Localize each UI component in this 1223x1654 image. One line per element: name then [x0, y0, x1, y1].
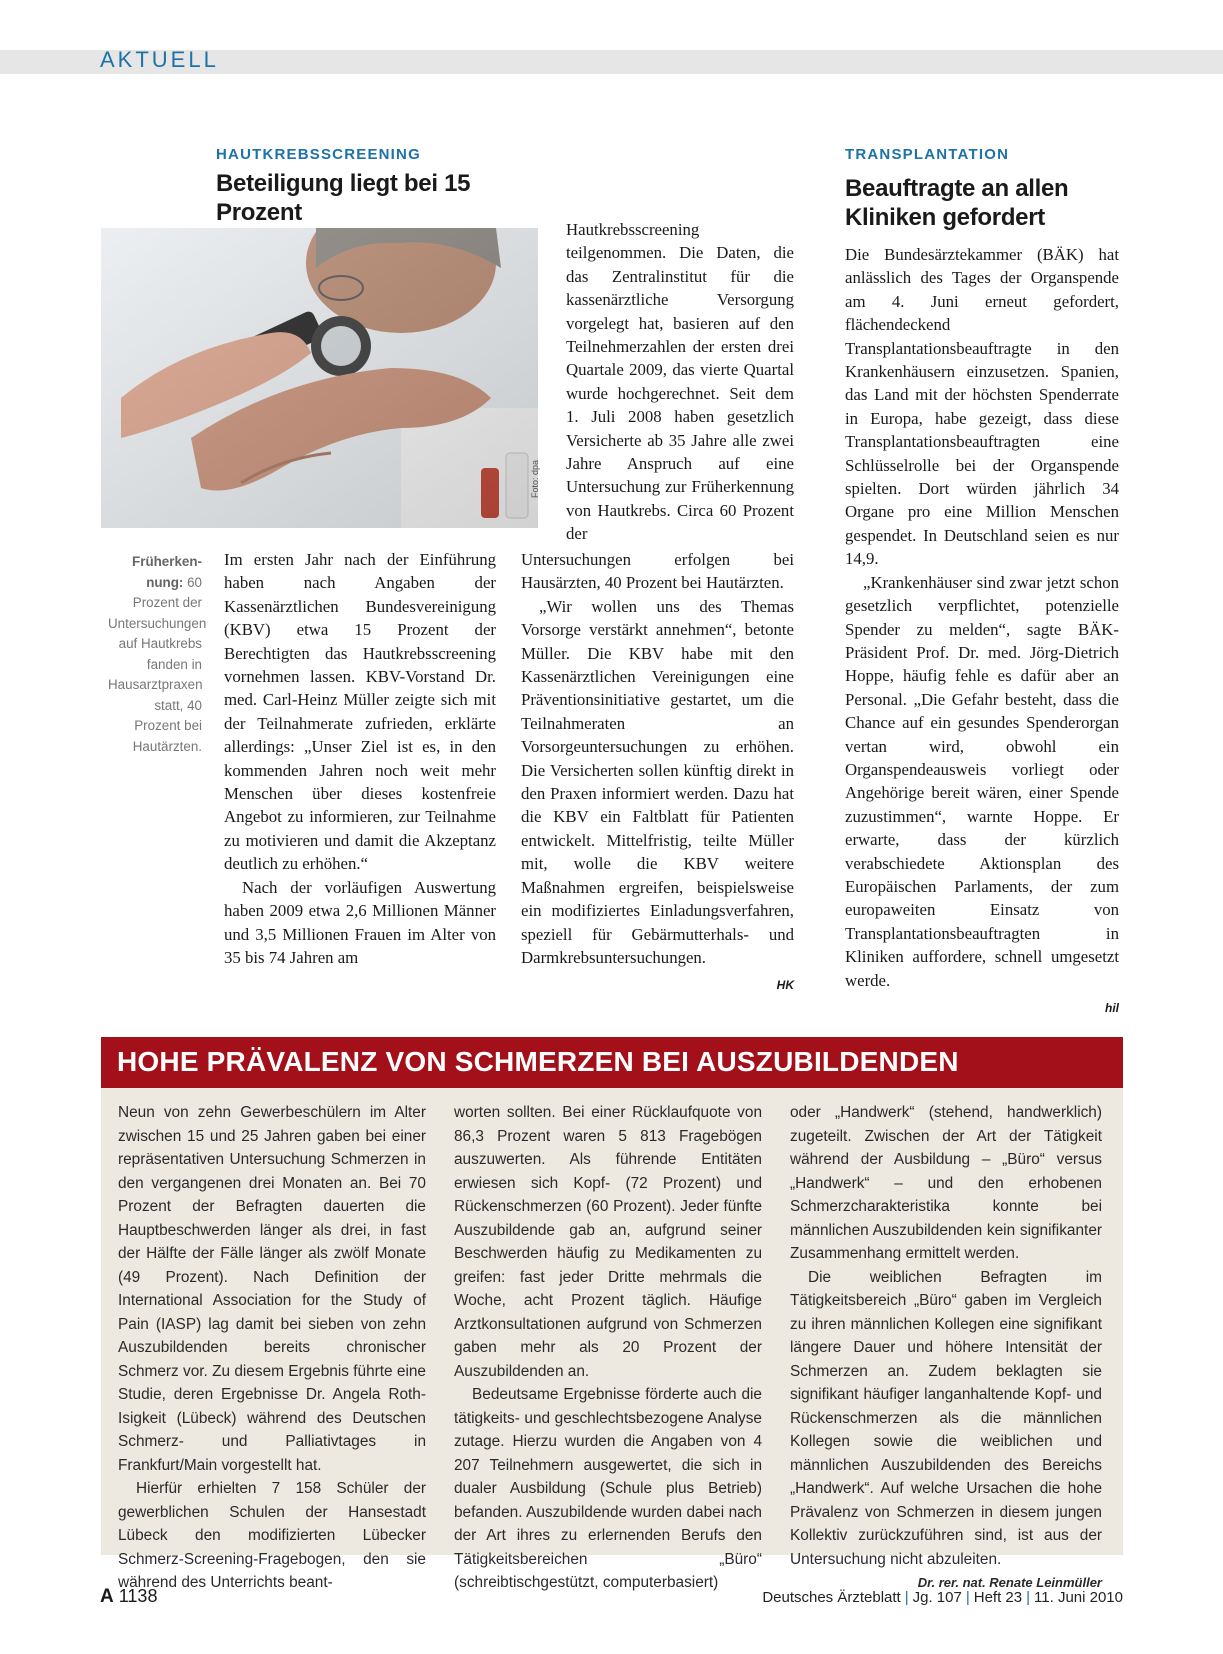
box-column-2	[454, 1101, 762, 1595]
paragraph: Die weiblichen Befragten im Tätigkeitsbereich „Büro“ gaben im Vergleich zu ihren männlichen Kollegen eine signifikant längere Dauer und höhere Intensität der Schmerzen an. Zudem beklagten sie signifikant häufiger langanhaltende Kopf- und Rückenschmerzen als die männlichen Kollegen sowie die weiblichen und männlichen Auszubildenden des Bereichs „Handwerk“. Auf welche Ursachen die hohe Prävalenz von Schmerzen in diesem jungen Kollektiv zurückzuführen sind, ist aus der Untersuchung nicht abzuleiten.	[790, 1268, 1102, 1568]
journal-info	[762, 1589, 1123, 1606]
separator: |	[965, 1589, 970, 1606]
article1-column-2-top	[566, 218, 794, 546]
caption-lead: Früherken-nung:	[132, 554, 202, 590]
info-box-title: HOHE PRÄVALENZ VON SCHMERZEN BEI AUSZUBILDENDEN	[117, 1046, 959, 1077]
journal-name: Deutsches Ärzteblatt	[762, 1589, 901, 1606]
paragraph: Nach der vorläufigen Auswertung haben 2009 etwa 2,6 Millionen Männer und 3,5 Millionen Frauen im Alter von 35 bis 74 Jahren am	[224, 877, 496, 967]
article2-author: hil	[1105, 1001, 1119, 1015]
dermatoscope-exam-illustration	[101, 228, 538, 528]
paragraph: Bedeutsame Ergebnisse förderte auch die tätigkeits- und geschlechtsbezogene Analyse zutage. Hierzu wurden die Angaben von 4 207 Teilnehmern ausgewertet, die sich in dualer Ausbildung (Schule plus Betrieb) befanden. Auszubildende wurden dabei nach der Art ihres zu erlernenden Berufs den Tätigkeitsbereichen „Büro“ (schreibtischgestützt, computerbasiert)	[454, 1386, 762, 1591]
page-number-value: 1138	[118, 1586, 158, 1606]
journal-volume: Jg. 107	[912, 1589, 962, 1606]
paragraph: „Krankenhäuser sind zwar jetzt schon gesetzlich verpflichtet, potenzielle Spender zu melden“, sagte BÄK-Präsident Prof. Dr. med. Jörg-Dietrich Hoppe, häufig fehle es dafür aber an Personal. „Die Gefahr besteht, dass die Chance auf ein gesundes Spenderorgan vertan wird, obwohl ein Organspendeausweis vorliegt oder Angehörige bereit wären, einer Spende zuzustimmen“, warnte Hoppe. Er erwarte, dass der kürzlich verabschiedete Aktionsplan des Europäischen Parlaments, der zum europaweiten Einsatz von Transplantationsbeauftragten in Kliniken auffordere, schnell umgesetzt werde.	[845, 572, 1119, 990]
photo-caption	[108, 552, 207, 757]
paragraph: Die Bundesärztekammer (BÄK) hat anlässlich des Tages der Organspende am 4. Juni erneut gefordert, flächendeckend Transplantationsbeauftragte in den Krankenhäusern einzusetzen. Spanien, das Land mit der höchsten Spenderrate in Europa, habe gezeigt, dass diese Transplantationsbeauftragten eine Schlüsselrolle bei der Organspende spielten. Dort würden jährlich 34 Organe pro eine Million Menschen gespendet. In Deutschland seien es nur 14,9.	[845, 245, 1119, 569]
paragraph: worten sollten. Bei einer Rücklaufquote von 86,3 Prozent waren 5 813 Fragebögen auszuwerten. Als führende Entitäten erwiesen sich Kopf- (72 Prozent) und Rückenschmerzen (60 Prozent). Jeder fünfte Auszubildende gab an, aufgrund seiner Beschwerden häufig zu Medikamenten zu greifen: fast jeder Dritte mehrmals die Woche, acht Prozent täglich. Häufige Arztkonsultationen aufgrund von Schmerzen gaben mehr als 20 Prozent der Auszubildenden an.	[454, 1104, 762, 1380]
box-column-3	[790, 1101, 1102, 1595]
article1-column-1	[224, 548, 496, 969]
journal-issue: Heft 23	[973, 1589, 1023, 1606]
paragraph: „Wir wollen uns des Themas Vorsorge verstärkt annehmen“, betonte Müller. Die KBV habe mit den Kassenärztlichen Vereinigungen eine Präventionsinitiative gestartet, um die Teilnahmeraten an Vorsorgeuntersuchungen zu erhöhen. Die Versicherten sollen künftig direkt in den Praxen informiert werden. Dazu hat die KBV ein Faltblatt für Patienten entwickelt. Mittelfristig, teilte Müller mit, wolle die KBV weitere Maßnahmen ergreifen, beispielsweise ein modifiziertes Einladungsverfahren, speziell für Gebärmutterhals- und Darmkrebsuntersuchungen.	[521, 596, 794, 967]
paragraph: Hierfür erhielten 7 158 Schüler der gewerblichen Schulen der Hansestadt Lübeck den modifizierten Lübecker Schmerz-Screening-Fragebogen, den sie während des Unterrichts beant-	[118, 1480, 426, 1591]
paragraph: Neun von zehn Gewerbeschülern im Alter zwischen 15 und 25 Jahren gaben bei einer repräsentativen Untersuchung Schmerzen in den vergangenen drei Monaten an. Bei 70 Prozent der Befragten dauerten die Hauptbeschwerden länger als drei, in fast der Hälfte der Fälle länger als zwölf Monate (49 Prozent). Nach Definition der International Association for the Study of Pain (IASP) lag damit bei sieben von zehn Auszubildenden bereits chronischer Schmerz vor. Zu diesem Ergebnis führte eine Studie, deren Ergebnisse Dr. Angela Roth-Isigkeit (Lübeck) während des Deutschen Schmerz- und Palliativtages in Frankfurt/Main vorgestellt hat.	[118, 1104, 426, 1474]
article1-author: HK	[776, 978, 794, 993]
separator: |	[904, 1589, 909, 1606]
article2-body	[845, 243, 1119, 1020]
paragraph: Im ersten Jahr nach der Einführung haben nach Angaben der Kassenärztlichen Bundesvereinigung (KBV) etwa 15 Prozent der Berechtigten das Hautkrebsscreening vornehmen lassen. KBV-Vorstand Dr. med. Carl-Heinz Müller zeigte sich mit der Teilnahmerate zufrieden, erklärte allerdings: „Unser Ziel ist es, in den kommenden Jahren noch weit mehr Menschen über dieses kostenfreie Angebot zu informieren, zur Teilnahme zu motivieren und damit die Akzeptanz deutlich zu erhöhen.“	[224, 550, 496, 874]
article2-kicker: TRANSPLANTATION	[845, 146, 1010, 163]
box-column-1	[118, 1101, 426, 1595]
article1-headline: Beteiligung liegt bei 15 Prozent	[216, 170, 471, 226]
page-number	[100, 1586, 157, 1608]
separator: |	[1026, 1589, 1031, 1606]
photo-credit: Foto: dpa	[530, 459, 540, 498]
caption-text: 60 Prozent der Untersuchungen auf Hautkrebs fanden in Hausarztpraxen statt, 40 Prozent bei Hautärzten.	[108, 574, 207, 754]
paragraph: Hautkrebsscreening teilgenommen. Die Daten, die das Zentralinstitut für die kassenärztliche Versorgung vorgelegt hat, basieren auf den Teilnehmerzahlen der ersten drei Quartale 2009, das vierte Quartal wurde hochgerechnet. Seit dem 1. Juli 2008 haben gesetzlich Versicherte ab 35 Jahre alle zwei Jahre Anspruch auf eine Untersuchung zur Früherkennung von Hautkrebs. Circa 60 Prozent der	[566, 220, 794, 544]
article2-headline: Beauftragte an allen Kliniken gefordert	[845, 175, 1069, 231]
page-prefix: A	[100, 1586, 114, 1607]
box-author: Dr. rer. nat. Renate Leinmüller	[917, 1575, 1102, 1590]
paragraph: Untersuchungen erfolgen bei Hausärzten, 40 Prozent bei Hautärzten.	[521, 550, 794, 593]
section-label: AKTUELL	[100, 47, 219, 72]
article1-photo	[101, 228, 538, 528]
paragraph: oder „Handwerk“ (stehend, handwerklich) zugeteilt. Zwischen der Art der Tätigkeit während der Ausbildung – „Büro“ versus „Handwerk“ – und den erhobenen Schmerzcharakteristika konnte bei männlichen Auszubildenden kein signifikanter Zusammenhang ermittelt werden.	[790, 1104, 1102, 1262]
article1-kicker: HAUTKREBSSCREENING	[216, 146, 421, 163]
journal-date: 11. Juni 2010	[1034, 1589, 1123, 1606]
article1-column-2-bottom	[521, 548, 794, 998]
